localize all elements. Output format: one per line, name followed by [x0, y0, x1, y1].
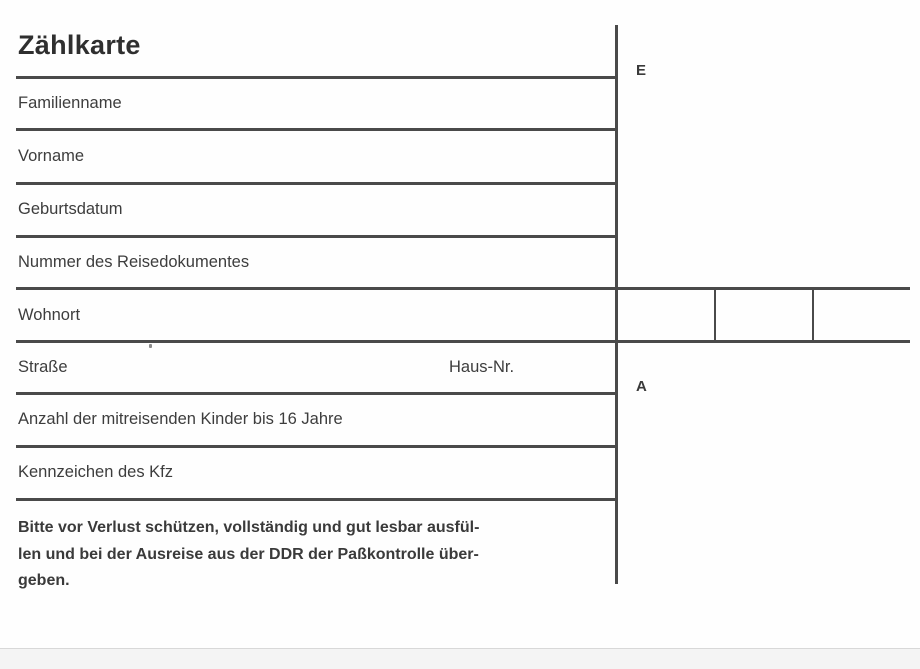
notice-line-1: Bitte vor Verlust schützen, vollständig und gut lesbar ausfül- — [18, 519, 480, 536]
card-bottom-edge — [0, 648, 920, 669]
instructions-notice — [18, 515, 608, 595]
rule-wohnort — [16, 340, 910, 343]
field-reisedokument: Nummer des Reisedokumentes — [18, 253, 250, 271]
field-kinder: Anzahl der mitreisenden Kinder bis 16 Jahre — [18, 410, 343, 428]
rule-title — [16, 76, 617, 79]
field-wohnort: Wohnort — [18, 306, 81, 324]
rule-strasse — [16, 392, 617, 395]
field-geburtsdatum: Geburtsdatum — [18, 200, 123, 218]
notice-line-2: len und bei der Ausreise aus der DDR der Paßkontrolle über- — [18, 545, 479, 563]
stamp-box-divider-1 — [714, 289, 716, 342]
field-familienname: Familienname — [18, 94, 122, 112]
stamp-box-divider-2 — [812, 289, 814, 342]
stamp-column-divider — [615, 25, 618, 584]
exit-stamp-label: A — [636, 378, 647, 395]
print-speck — [149, 344, 152, 348]
entry-stamp-label: E — [636, 62, 647, 79]
field-strasse: Straße — [18, 358, 68, 376]
rule-reisedokument — [16, 287, 910, 290]
notice-line-3: geben. — [18, 572, 70, 589]
rule-kfz — [16, 498, 617, 501]
field-kfz: Kennzeichen des Kfz — [18, 463, 174, 481]
rule-kinder — [16, 445, 617, 448]
field-hausnr: Haus-Nr. — [449, 358, 515, 376]
rule-familienname — [16, 128, 617, 131]
rule-geburtsdatum — [16, 235, 617, 238]
card-title: Zählkarte — [18, 30, 141, 60]
rule-vorname — [16, 182, 617, 185]
field-vorname: Vorname — [18, 147, 85, 165]
